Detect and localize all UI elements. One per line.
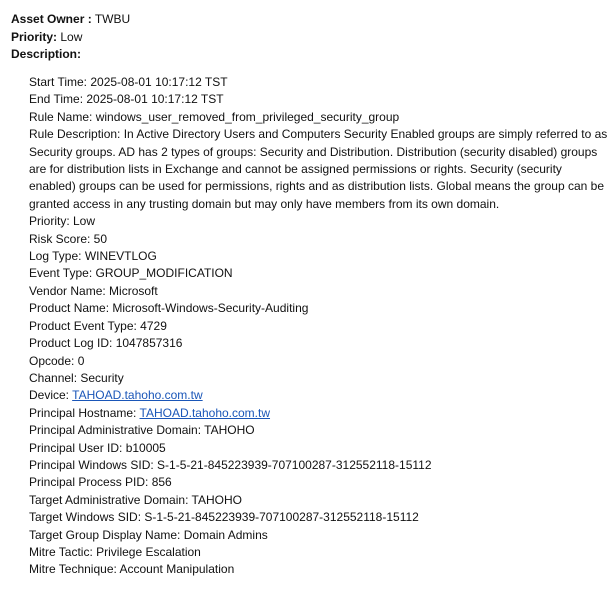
principal-hostname-label: Principal Hostname: xyxy=(29,405,137,420)
asset-owner-label: Asset Owner : xyxy=(11,12,92,26)
principal-hostname-row xyxy=(29,405,609,422)
priority-row xyxy=(11,29,130,47)
opcode: Opcode: 0 xyxy=(29,353,85,368)
product-log-id: Product Log ID: 1047857316 xyxy=(29,336,183,351)
target-windows-sid: Target Windows SID: S-1-5-21-845223939-707100287-312552118-15112 xyxy=(29,510,419,525)
principal-user-id: Principal User ID: b10005 xyxy=(29,440,166,455)
device-link[interactable]: TAHOAD.tahoho.com.tw xyxy=(72,388,203,403)
asset-owner-value: TWBU xyxy=(94,12,131,26)
start-time: Start Time: 2025-08-01 10:17:12 TST xyxy=(29,75,228,89)
principal-windows-sid: Principal Windows SID: S-1-5-21-845223939-707100287-312552118-15112 xyxy=(29,457,432,472)
priority-label: Priority: xyxy=(11,29,58,44)
principal-hostname-link[interactable]: TAHOAD.tahoho.com.tw xyxy=(139,405,271,420)
log-type: Log Type: WINEVTLOG xyxy=(29,249,157,264)
description-body xyxy=(29,74,609,579)
product-name: Product Name: Microsoft-Windows-Security-Auditing xyxy=(29,301,309,316)
product-event-type: Product Event Type: 4729 xyxy=(29,318,167,333)
end-time: End Time: 2025-08-01 10:17:12 TST xyxy=(29,92,224,107)
vendor-name: Vendor Name: Microsoft xyxy=(29,283,158,298)
target-group-display-name: Target Group Display Name: Domain Admins xyxy=(29,527,268,542)
rule-name: Rule Name: windows_user_removed_from_privileged_security_group xyxy=(29,109,400,124)
rule-description: Rule Description: In Active Directory Users and Computers Security Enabled groups are simply referred to as Security groups. AD has 2 types of groups: Security and Distribution. Distribution (security disabled) groups are for distribution lists in Exchange and cannot be assigned permissions or rights. Security (security enabled) groups can be used for permissions, rights and as distribution lists. Global means the group can be granted access in any trusting domain but may only have members from its own domain. xyxy=(29,127,608,211)
priority-value: Low xyxy=(60,29,83,44)
description-label: Description: xyxy=(11,47,82,61)
event-type: Event Type: GROUP_MODIFICATION xyxy=(29,266,233,281)
priority-line: Priority: Low xyxy=(29,214,96,229)
principal-admin-domain: Principal Administrative Domain: TAHOHO xyxy=(29,423,255,438)
asset-owner-row xyxy=(11,11,130,29)
mitre-tactic: Mitre Tactic: Privilege Escalation xyxy=(29,544,201,559)
risk-score: Risk Score: 50 xyxy=(29,231,108,246)
description-heading-row xyxy=(11,46,130,64)
device-row xyxy=(29,387,609,404)
target-admin-domain: Target Administrative Domain: TAHOHO xyxy=(29,492,242,507)
mitre-technique: Mitre Technique: Account Manipulation xyxy=(29,562,235,577)
device-label: Device: xyxy=(29,388,70,403)
principal-process-pid: Principal Process PID: 856 xyxy=(29,475,172,490)
alert-header xyxy=(11,11,130,64)
channel: Channel: Security xyxy=(29,370,124,385)
